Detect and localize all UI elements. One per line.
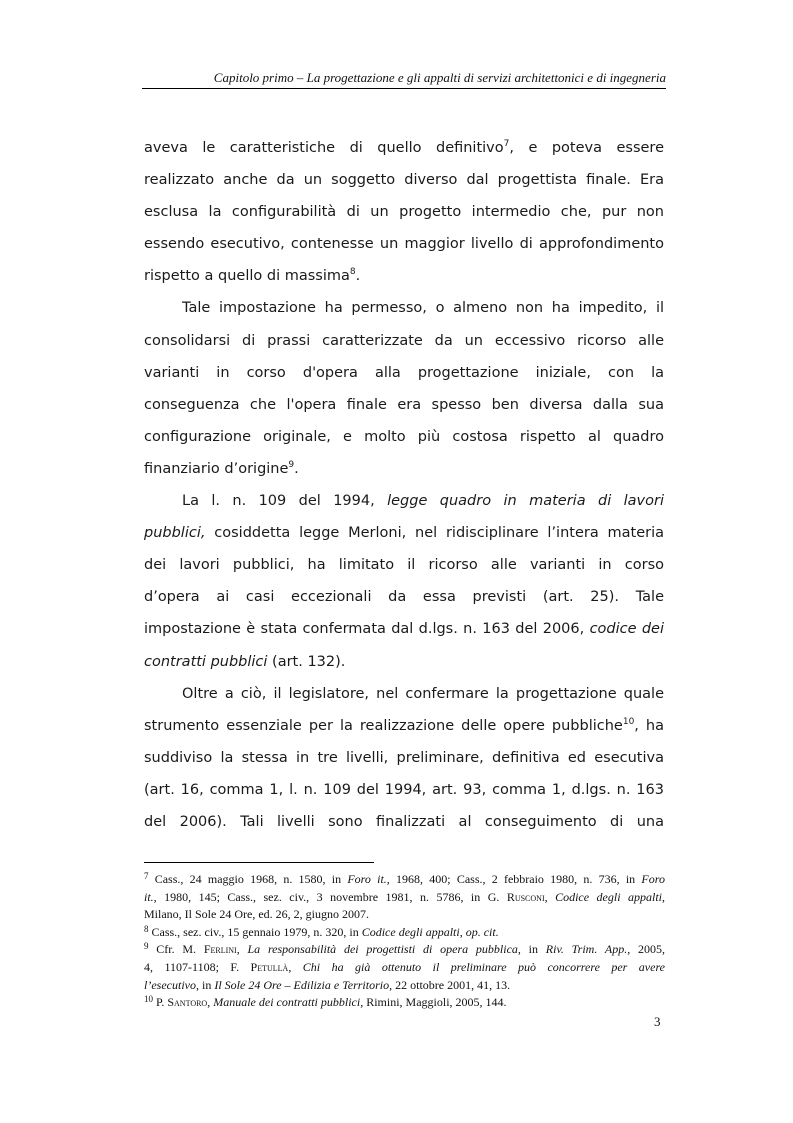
body-line: configurazione originale, e molto più costosa rispetto al quadro [144, 428, 664, 445]
page-number: 3 [654, 1014, 661, 1029]
footnote-7-line: it., 1980, 145; Cass., sez. civ., 3 novembre 1981, n. 5786, in G. Rusconi, Codice degli appalti, [144, 889, 665, 904]
header-rule [142, 88, 666, 89]
footnote-10: $^{10}$ P. Santoro, Manuale dei contratti pubblici, Rimini, Maggioli, 2005, 144. [144, 994, 507, 1010]
body-line: contratti pubblici (art. 132). [144, 653, 346, 670]
body-line: dei lavori pubblici, ha limitato il ricorso alle varianti in corso [144, 557, 664, 574]
footnote-7: $^7$ Cass., 24 maggio 1968, n. 1580, in Foro it., 1968, 400; Cass., 2 febbraio 1980, n. 736, in Foro [144, 871, 665, 886]
body-line: d’opera ai casi eccezionali da essa previsti (art. 25). Tale [144, 589, 664, 606]
footnote-8: $^8$ Cass., sez. civ., 15 gennaio 1979, n. 320, in Codice degli appalti, op. cit. [144, 923, 499, 939]
footnote-ref[interactable]: 7 [503, 139, 510, 149]
body-line: varianti in corso d'opera alla progettazione iniziale, con la [144, 364, 664, 381]
body-line: finanziario d’origine$^9$. [144, 459, 299, 477]
body-line: impostazione è stata confermata dal d.lgs. n. 163 del 2006, codice dei [144, 621, 665, 638]
footnote-9-line: 4, 1107-1108; F. Petullà, Chi ha già ottenuto il preliminare può concorrere per avere [144, 959, 666, 974]
body-line: aveva le caratteristiche di quello definitivo$^7$, e poteva essere [144, 139, 664, 156]
body-line: (art. 16, comma 1, l. n. 109 del 1994, art. 93, comma 1, d.lgs. n. 163 [144, 781, 664, 798]
body-line: conseguenza che l'opera finale era spesso ben diversa dalla sua [144, 396, 664, 413]
footnote-ref[interactable]: 10 [622, 716, 635, 727]
body-line: del 2006). Tali livelli sono finalizzati al conseguimento di una [144, 813, 664, 830]
body-line: essendo esecutivo, contenesse un maggior livello di approfondimento [144, 236, 664, 253]
body-line: esclusa la configurabilità di un progetto intermedio che, pur non [144, 204, 664, 221]
body-line: realizzato anche da un soggetto diverso dal progettista finale. Era [144, 172, 664, 189]
footnote-rule [144, 862, 374, 863]
footnotes [144, 871, 665, 1012]
body-line: rispetto a quello di massima$^8$. [144, 267, 361, 285]
body-line: Oltre a ciò, il legislatore, nel confermare la progettazione quale [182, 685, 664, 702]
footnote-7-line: Milano, Il Sole 24 Ore, ed. 26, 2, giugno 2007. [144, 907, 369, 922]
body-line: Tale impostazione ha permesso, o almeno non ha impedito, il [182, 300, 664, 317]
running-header: Capitolo primo – La progettazione e gli appalti di servizi architettonici e di ingegneria [213, 70, 666, 85]
body-line: consolidarsi di prassi caratterizzate da un eccessivo ricorso alle [144, 332, 664, 349]
body-line: La l. n. 109 del 1994, legge quadro in materia di lavori [182, 493, 664, 510]
footnote-ref[interactable]: 8 [349, 267, 356, 278]
footnote-ref[interactable]: 9 [288, 459, 295, 470]
body-line: suddiviso la stessa in tre livelli, preliminare, definitiva ed esecutiva [144, 749, 664, 766]
body-text [144, 132, 664, 838]
body-line: strumento essenziale per la realizzazione delle opere pubbliche$^{10}$, ha [144, 716, 665, 734]
body-line: pubblici, cosiddetta legge Merloni, nel ridisciplinare l’intera materia [144, 525, 664, 542]
footnote-9-line: l’esecutivo, in Il Sole 24 Ore – Edilizia e Territorio, 22 ottobre 2001, 41, 13. [144, 977, 511, 992]
footnote-9: $^9$ Cfr. M. Ferlini, La responsabilità dei progettisti di opera pubblica, in Riv. Trim. App., 2005, [144, 941, 666, 957]
